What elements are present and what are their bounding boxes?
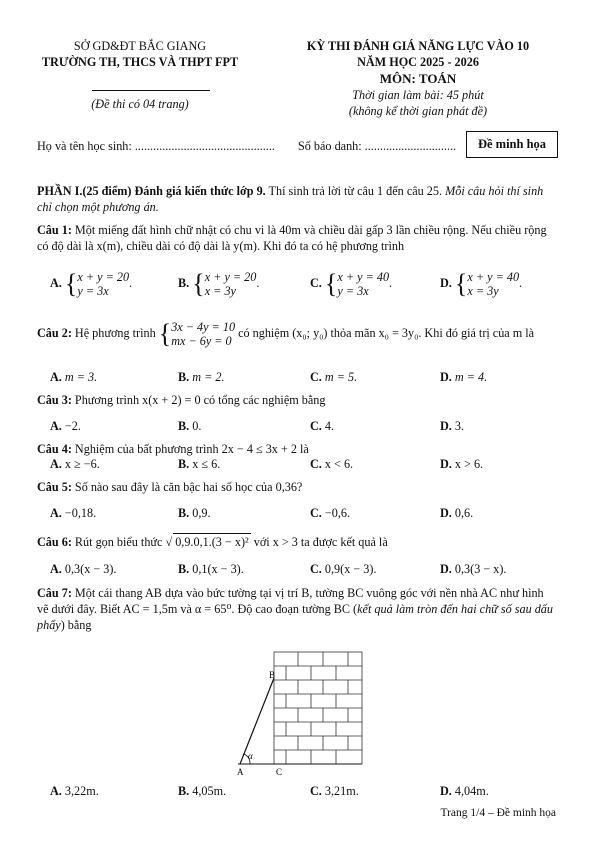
option-label: A. — [50, 275, 62, 290]
demo-badge: Đề minh họa — [466, 131, 558, 158]
option-label: B. — [178, 562, 190, 576]
q5-option-b[interactable] — [178, 505, 211, 521]
dept-name: SỞ GD&ĐT BẮC GIANG — [73, 39, 207, 53]
student-id-field: Số báo danh: .............................. — [298, 139, 457, 153]
q6-option-b[interactable] — [178, 561, 244, 577]
option-label: C. — [310, 562, 322, 576]
q6-radicand: 0,9.0,1.(3 − x)² — [175, 535, 249, 549]
system — [77, 270, 129, 298]
option-text: x < 6. — [324, 457, 354, 471]
q6-post: với x > 3 ta được kết quả là — [253, 535, 388, 549]
q5-text: Số nào sau đây là căn bậc hai số học của 0,36? — [71, 480, 303, 494]
option-label: C. — [310, 457, 322, 471]
q4-option-b[interactable] — [178, 456, 220, 472]
label-alpha: α — [248, 751, 253, 761]
header-left — [20, 38, 260, 70]
q3-option-c[interactable] — [310, 418, 334, 434]
q7-text-end: ) bằng — [60, 618, 92, 633]
question-2 — [37, 320, 557, 348]
q7-option-b[interactable] — [178, 783, 226, 799]
option-text: 4. — [324, 419, 335, 433]
q3-option-a[interactable] — [50, 418, 81, 434]
option-text: 4,04m. — [454, 784, 489, 798]
option-text: 0,3(x − 3). — [64, 562, 117, 576]
q2-label: Câu 2: — [37, 325, 72, 340]
q6-option-c[interactable] — [310, 561, 376, 577]
eq-row: x + y = 40 — [467, 270, 520, 284]
q7-label: Câu 7: — [37, 586, 72, 600]
q4-text: Nghiệm của bất phương trình 2x − 4 ≤ 3x + 2 là — [71, 442, 309, 456]
question-4 — [37, 441, 557, 457]
page-footer: Trang 1/4 – Đề minh họa — [440, 807, 556, 819]
eq-row: y = 3x — [77, 284, 109, 298]
q4-option-a[interactable] — [50, 456, 100, 472]
option-label: A. — [50, 370, 62, 384]
option-text: 3,21m. — [324, 784, 359, 798]
option-label: A. — [50, 419, 62, 433]
brick-wall — [274, 652, 362, 764]
q2-option-c[interactable] — [310, 369, 357, 385]
q4-option-c[interactable] — [310, 456, 353, 472]
eq-row: x = 3y — [467, 284, 499, 298]
q6-label: Câu 6: — [37, 535, 72, 549]
brace-icon: { — [158, 318, 172, 349]
subject: MÔN: TOÁN — [379, 71, 457, 87]
option-text: −0,6. — [324, 506, 351, 520]
question-1 — [37, 222, 557, 254]
eq-row: x + y = 40 — [337, 270, 390, 284]
option-label: B. — [178, 275, 190, 290]
option-text: 0. — [192, 419, 202, 433]
option-text: 0,1(x − 3). — [192, 562, 244, 576]
time-note: (không kể thời gian phát đề) — [348, 104, 488, 119]
school-year: NĂM HỌC 2025 - 2026 — [357, 55, 479, 70]
q2-option-d[interactable] — [440, 369, 487, 385]
q2-post: có nghiệm (x₀; y₀) thỏa mãn x₀ = 3y₀. Khi đó giá trị của m là — [238, 325, 535, 340]
question-6 — [37, 533, 557, 550]
part1-title: PHẦN I.(25 điểm) Đánh giá kiến thức lớp 9. — [37, 184, 266, 198]
time-limit: Thời gian làm bài: 45 phút — [352, 88, 484, 103]
option-label: D. — [440, 457, 452, 471]
part1-heading — [37, 183, 557, 215]
q7-option-c[interactable] — [310, 783, 359, 799]
q5-option-c[interactable] — [310, 505, 350, 521]
label-a: A — [237, 767, 244, 777]
question-7 — [37, 585, 557, 633]
pages-note: (Đề thi có 04 trang) — [91, 97, 189, 111]
q6-option-d[interactable] — [440, 561, 506, 577]
q3-label: Câu 3: — [37, 393, 72, 407]
q4-label: Câu 4: — [37, 442, 72, 456]
q3-option-d[interactable] — [440, 418, 464, 434]
q1-text: Một miếng đất hình chữ nhật có chu vi là 40m và chiều dài gấp 3 lần chiều rộng. Nếu chiều rộng có độ dài là x(m), chiều dài có độ dài là y(m). Khi đó ta có hệ phương trình — [37, 223, 547, 254]
option-label: A. — [50, 562, 62, 576]
q2-option-b[interactable] — [178, 369, 225, 385]
option-label: C. — [310, 506, 322, 520]
option-text: −2. — [64, 419, 81, 433]
label-b: B — [269, 670, 276, 680]
option-label: C. — [310, 275, 322, 290]
system — [171, 320, 235, 348]
option-label: D. — [440, 275, 452, 290]
q4-option-d[interactable] — [440, 456, 483, 472]
q7-text: Một cái thang AB dựa vào bức tường tại vị trí B, tường BC vuông góc với nền nhà AC như hình vẽ dưới đây. Biết AC = 1,5m và α = 65⁰. Độ cao đoạn tường BC ( — [37, 586, 544, 617]
brace-icon: { — [192, 268, 205, 299]
school-name: TRƯỜNG TH, THCS VÀ THPT FPT — [41, 55, 239, 70]
option-label: B. — [178, 457, 190, 471]
eq-row: x + y = 20 — [77, 270, 130, 284]
option-label: B. — [178, 370, 190, 384]
q2-pre: Hệ phương trình — [71, 325, 156, 340]
system — [467, 270, 519, 298]
student-name-field: Họ và tên học sinh: .............................................. — [37, 139, 275, 153]
part1-desc-italic: Mỗi câu hỏi thí sinh chỉ chọn một phương án. — [37, 184, 544, 215]
q2-option-a[interactable] — [50, 369, 97, 385]
option-text: m = 3. — [64, 370, 98, 384]
part1-desc: Thí sinh trả lời từ câu 1 đến câu 25. — [265, 184, 446, 198]
option-text: x > 6. — [454, 457, 484, 471]
q7-option-d[interactable] — [440, 783, 489, 799]
option-label: A. — [50, 784, 62, 798]
option-text: 0,9. — [192, 506, 211, 520]
q5-option-a[interactable] — [50, 505, 96, 521]
q1-option-b[interactable]: B. {x + y = 20 x = 3y. — [178, 268, 260, 299]
eq-row: x = 3y — [204, 284, 236, 298]
brace-icon: { — [64, 268, 78, 299]
option-text: m = 4. — [454, 370, 488, 384]
header-divider — [92, 90, 210, 91]
option-label: B. — [178, 506, 190, 520]
option-text: 3. — [454, 419, 465, 433]
option-label: D. — [440, 562, 452, 576]
option-label: D. — [440, 370, 452, 384]
option-text: −0,18. — [64, 506, 97, 520]
option-label: A. — [50, 457, 62, 471]
eq-row: 3x − 4y = 10 — [171, 320, 236, 334]
eq-row: mx − 6y = 0 — [171, 334, 232, 348]
option-text: 0,3(3 − x). — [454, 562, 507, 576]
option-label: D. — [440, 784, 452, 798]
q1-label: Câu 1: — [37, 223, 72, 237]
q3-option-b[interactable] — [178, 418, 201, 434]
option-text: 3,22m. — [64, 784, 99, 798]
option-label: D. — [440, 506, 452, 520]
option-text: x ≤ 6. — [192, 457, 221, 471]
option-label: D. — [440, 419, 452, 433]
option-text: 0,9(x − 3). — [324, 562, 377, 576]
question-3 — [37, 392, 557, 408]
q5-option-d[interactable] — [440, 505, 473, 521]
option-text: 4,05m. — [192, 784, 227, 798]
ladder-wall-figure — [228, 648, 368, 780]
option-label: C. — [310, 419, 322, 433]
q1-option-d[interactable]: D. {x + y = 40 x = 3y. — [440, 268, 523, 299]
brace-icon: { — [454, 268, 468, 299]
q7-text-italic: kết quả làm tròn đến hai chữ số sau dấu phẩy — [37, 602, 553, 633]
brace-icon: { — [324, 268, 338, 299]
option-text: m = 2. — [192, 370, 225, 384]
exam-title: KỲ THI ĐÁNH GIÁ NĂNG LỰC VÀO 10 — [306, 39, 530, 53]
option-label: C. — [310, 370, 322, 384]
option-label: B. — [178, 419, 190, 433]
eq-row: x + y = 20 — [204, 270, 257, 284]
header-right — [268, 38, 568, 120]
label-c: C — [276, 767, 283, 777]
q7-option-a[interactable] — [50, 783, 99, 799]
ladder-line — [240, 678, 274, 764]
q3-text: Phương trình x(x + 2) = 0 có tổng các nghiệm bằng — [71, 393, 326, 407]
q1-option-a[interactable]: A. {x + y = 20 y = 3x. — [50, 268, 133, 299]
system — [205, 270, 257, 298]
option-label: B. — [178, 784, 190, 798]
system — [337, 270, 389, 298]
option-label: A. — [50, 506, 62, 520]
q5-label: Câu 5: — [37, 480, 72, 494]
option-text: m = 5. — [324, 370, 358, 384]
question-5 — [37, 479, 557, 495]
sqrt-icon: √ — [165, 535, 173, 549]
q6-option-a[interactable] — [50, 561, 116, 577]
option-text: x ≥ −6. — [64, 457, 100, 471]
option-text: 0,6. — [454, 506, 474, 520]
option-label: C. — [310, 784, 322, 798]
q1-option-c[interactable]: C. {x + y = 40 y = 3x. — [310, 268, 393, 299]
eq-row: y = 3x — [337, 284, 369, 298]
q6-pre: Rút gọn biểu thức — [71, 535, 163, 549]
